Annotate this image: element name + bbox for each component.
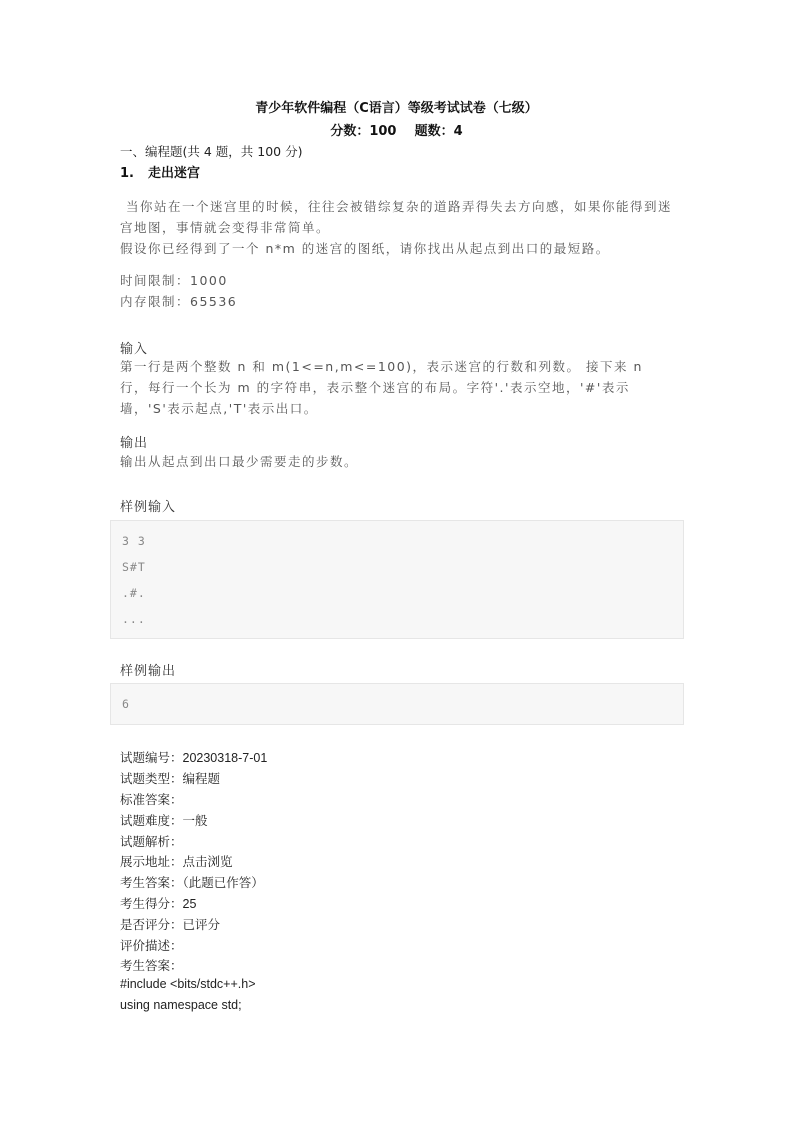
meta-item: 考生得分：25 <box>120 897 197 911</box>
description-paragraph: 当你站在一个迷宫里的时候，往往会被错综复杂的道路弄得失去方向感，如果你能得到迷宫地图，事情就会变得非常简单。 <box>120 199 673 235</box>
input-description <box>120 356 675 419</box>
meta-item: 是否评分：已评分 <box>120 918 221 932</box>
meta-item: 试题编号：20230318-7-01 <box>120 751 268 765</box>
sample-input-box <box>110 520 684 639</box>
limits <box>120 270 675 312</box>
meta-item: 评价描述： <box>120 939 183 953</box>
output-text: 输出从起点到出口最少需要走的步数。 <box>120 454 359 469</box>
sample-input-line: S#T <box>122 560 146 574</box>
output-description <box>120 451 675 472</box>
description-paragraph: 假设你已经得到了一个 n*m 的迷宫的图纸，请你找出从起点到出口的最短路。 <box>120 241 610 256</box>
meta-item: 展示地址：点击浏览 <box>120 855 233 869</box>
output-label: 输出 <box>120 436 149 451</box>
meta-item: 考生答案：（此题已作答） <box>120 876 264 890</box>
meta-item: 试题难度：一般 <box>120 814 208 828</box>
sample-input-label: 样例输入 <box>120 500 177 515</box>
sample-output-label: 样例输出 <box>120 664 177 679</box>
sample-input-line: 3 3 <box>122 534 146 548</box>
input-text: 第一行是两个整数 n 和 m(1<=n,m<=100)，表示迷宫的行数和列数。 接下来 n 行，每行一个长为 m 的字符串，表示整个迷宫的布局。字符'.'表示空地，'#'表示墙，'S'表示起点,'T'表示出口。 <box>120 359 643 416</box>
question-number: 1. <box>120 166 134 181</box>
question-heading <box>120 162 200 181</box>
meta-item: 试题类型：编程题 <box>120 772 221 786</box>
sample-output-box <box>110 683 684 725</box>
meta-item: 试题解析： <box>120 835 183 849</box>
section-heading: 一、编程题(共 4 题，共 100 分) <box>120 144 303 159</box>
memory-limit: 内存限制：65536 <box>120 294 238 309</box>
exam-score-line: 分数：100 题数：4 <box>330 124 463 139</box>
meta-item: 标准答案： <box>120 793 183 807</box>
sample-output-line: 6 <box>122 697 130 711</box>
code-line: using namespace std; <box>120 998 242 1012</box>
question-title: 走出迷宫 <box>148 166 201 181</box>
meta-item: 考生答案： <box>120 959 183 973</box>
code-line: #include <bits/stdc++.h> <box>120 977 256 991</box>
time-limit: 时间限制：1000 <box>120 273 228 288</box>
exam-title: 青少年软件编程（C语言）等级考试试卷（七级） <box>255 101 538 116</box>
input-label: 输入 <box>120 342 149 357</box>
sample-input-line: ... <box>122 612 146 626</box>
sample-input-line: .#. <box>122 586 146 600</box>
question-description <box>120 196 675 259</box>
